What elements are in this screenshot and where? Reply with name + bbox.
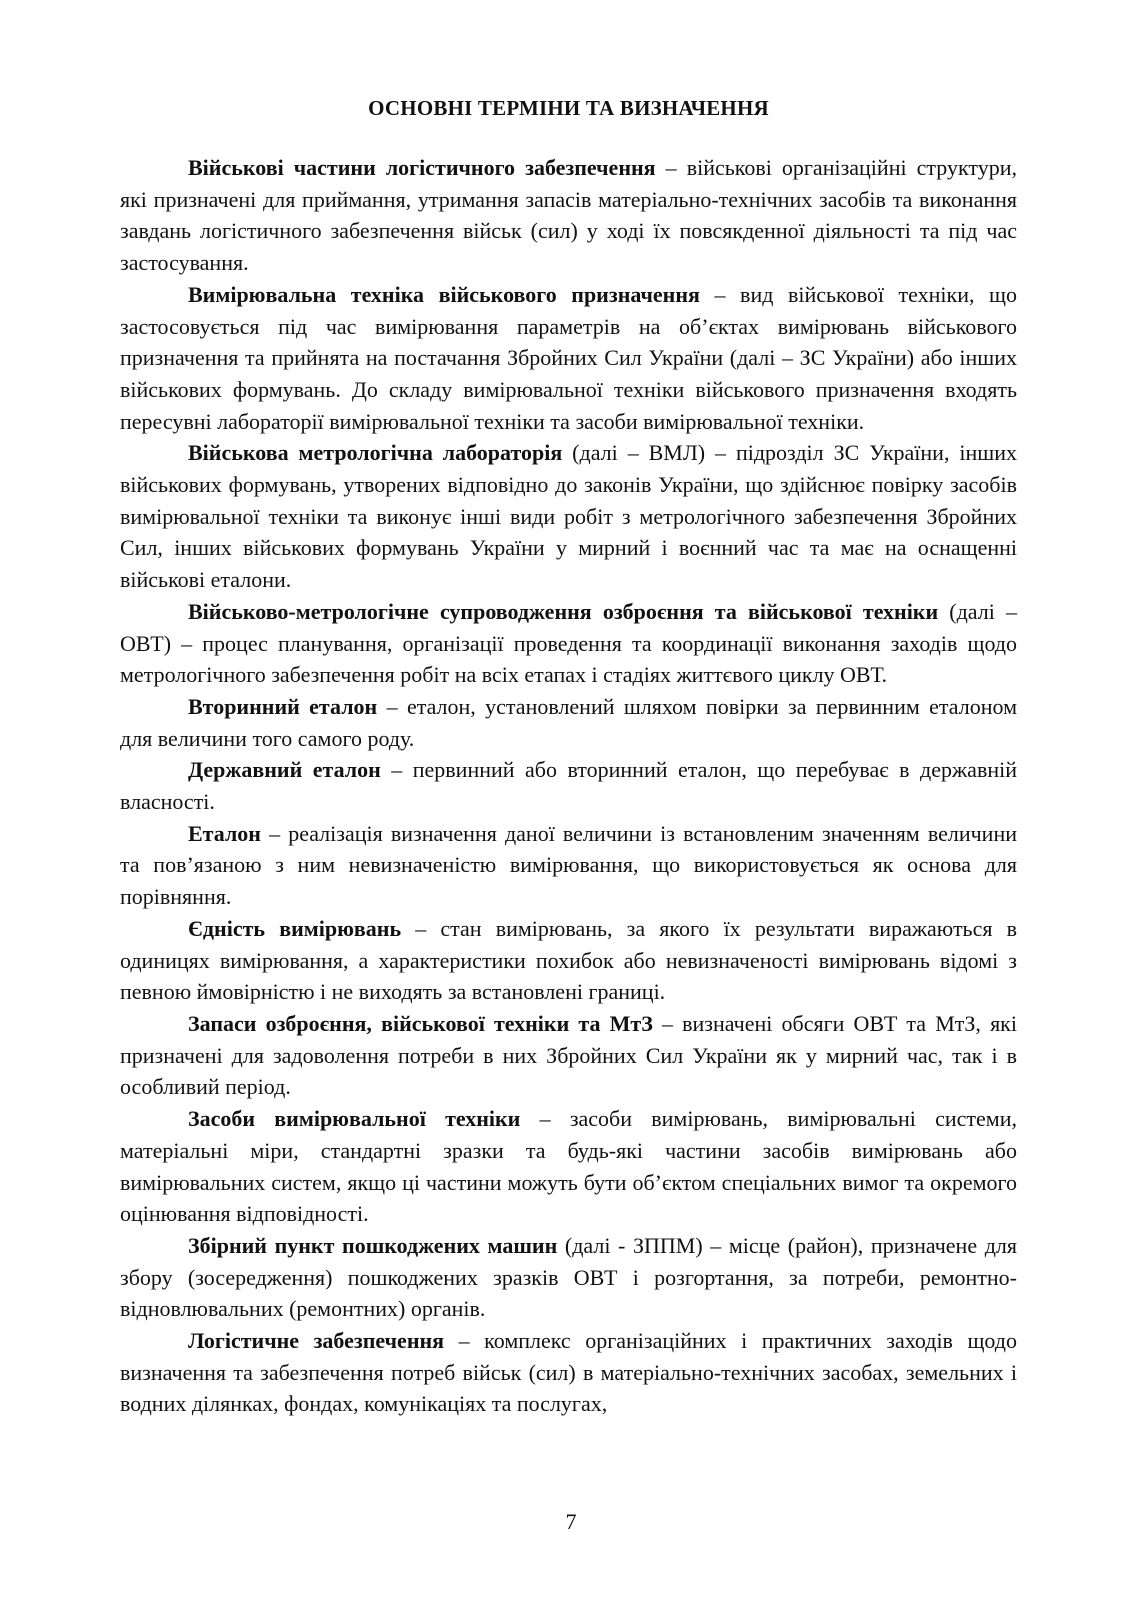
term-entry <box>120 1230 1017 1325</box>
term-definition: – реалізація визначення даної величини із встановленим значенням величини та пов’язаною з ним невизначеністю вимірювання, що використовується як основа для порівняння. <box>120 820 1017 910</box>
term-definition: – визначені обсяги ОВТ та МтЗ, які призначені для задоволення потреби в них Збройних Сил України як у мирний час, так і в особливий період. <box>120 1010 1017 1100</box>
term-entry <box>120 1008 1017 1103</box>
term-definition: – засоби вимірювань, вимірювальні системи, матеріальні міри, стандартні зразки та будь-які частини засобів вимірювань або вимірювальних систем, якщо ці частини можуть бути об’єктом спеціальних вимог та окремого оцінювання відповідності. <box>120 1106 1017 1227</box>
term-name: Еталон <box>188 820 261 846</box>
term-entry <box>120 913 1017 1008</box>
term-entry <box>120 152 1017 279</box>
term-definition: – первинний або вторинний еталон, що перебуває в державній власності. <box>120 757 1017 815</box>
term-entry <box>120 279 1017 438</box>
term-name: Логістичне забезпечення <box>188 1328 445 1354</box>
term-name: Засоби вимірювальної техніки <box>188 1106 521 1132</box>
term-definition: (далі - ЗППМ) – місце (район), призначене для збору (зосередження) пошкоджених зразків ОВТ і розгортання, за потреби, ремонтно-відновлювальних (ремонтних) органів. <box>120 1232 1017 1322</box>
term-definition: (далі – ВМЛ) – підрозділ ЗС України, інших військових формувань, утворених відповідно до законів України, що здійснює повірку засобів вимірювальної техніки та виконує інші види робіт з метрологічного забезпечення Збройних Сил, інших військових формувань України у мирний і воєнний час та має на оснащенні військові еталони. <box>120 440 1017 593</box>
term-entry <box>120 1103 1017 1230</box>
term-name: Вимірювальна техніка військового призначення <box>188 281 700 307</box>
term-entry <box>120 596 1017 691</box>
term-entry <box>120 691 1017 754</box>
term-definition: – комплекс організаційних і практичних заходів щодо визначення та забезпечення потреб військ (сил) в матеріально-технічних засобах, земельних і водних ділянках, фондах, комунікаціях та послугах, <box>120 1328 1017 1417</box>
term-definition: (далі – ОВТ) – процес планування, організації проведення та координації виконання заходів щодо метрологічного забезпечення робіт на всіх етапах і стадіях життєвого циклу ОВТ. <box>120 598 1017 688</box>
terms-list <box>120 152 1017 1420</box>
page-title: ОСНОВНІ ТЕРМІНИ ТА ВИЗНАЧЕННЯ <box>368 96 769 120</box>
term-definition: – вид військової техніки, що застосовується під час вимірювання параметрів на об’єктах вимірювань військового призначення та прийнята на постачання Збройних Сил України (далі – ЗС України) або інших військових формувань. До складу вимірювальної техніки військового призначення входять пересувні лабораторії вимірювальної техніки та засоби вимірювальної техніки. <box>120 281 1017 434</box>
term-entry <box>120 818 1017 913</box>
term-name: Вторинний еталон <box>188 693 378 719</box>
term-name: Збірний пункт пошкоджених машин <box>188 1232 558 1258</box>
term-entry <box>120 754 1017 817</box>
term-name: Військова метрологічна лабораторія <box>188 440 563 466</box>
term-name: Запаси озброєння, військової техніки та МтЗ <box>188 1010 653 1036</box>
page-number: 7 <box>565 1509 577 1534</box>
term-entry <box>120 437 1017 596</box>
term-definition: – стан вимірювань, за якого їх результати виражаються в одиницях вимірювання, а характеристики похибок або невизначеності вимірювань відомі з певною ймовірністю і не виходять за встановлені границі. <box>120 915 1018 1005</box>
term-definition: – еталон, установлений шляхом повірки за первинним еталоном для величини того самого роду. <box>120 693 1017 751</box>
term-name: Єдність вимірювань <box>188 915 402 941</box>
term-name: Військово-метрологічне супроводження озброєння та військової техніки <box>188 598 939 624</box>
term-entry <box>120 1325 1017 1420</box>
term-name: Військові частини логістичного забезпечення <box>188 155 656 180</box>
term-name: Державний еталон <box>188 757 381 783</box>
term-definition: – військові організаційні структури, які призначені для приймання, утримання запасів матеріально-технічних засобів та виконання завдань логістичного забезпечення військ (сил) у ході їх повсякденної діяльності та під час застосування. <box>120 155 1017 276</box>
